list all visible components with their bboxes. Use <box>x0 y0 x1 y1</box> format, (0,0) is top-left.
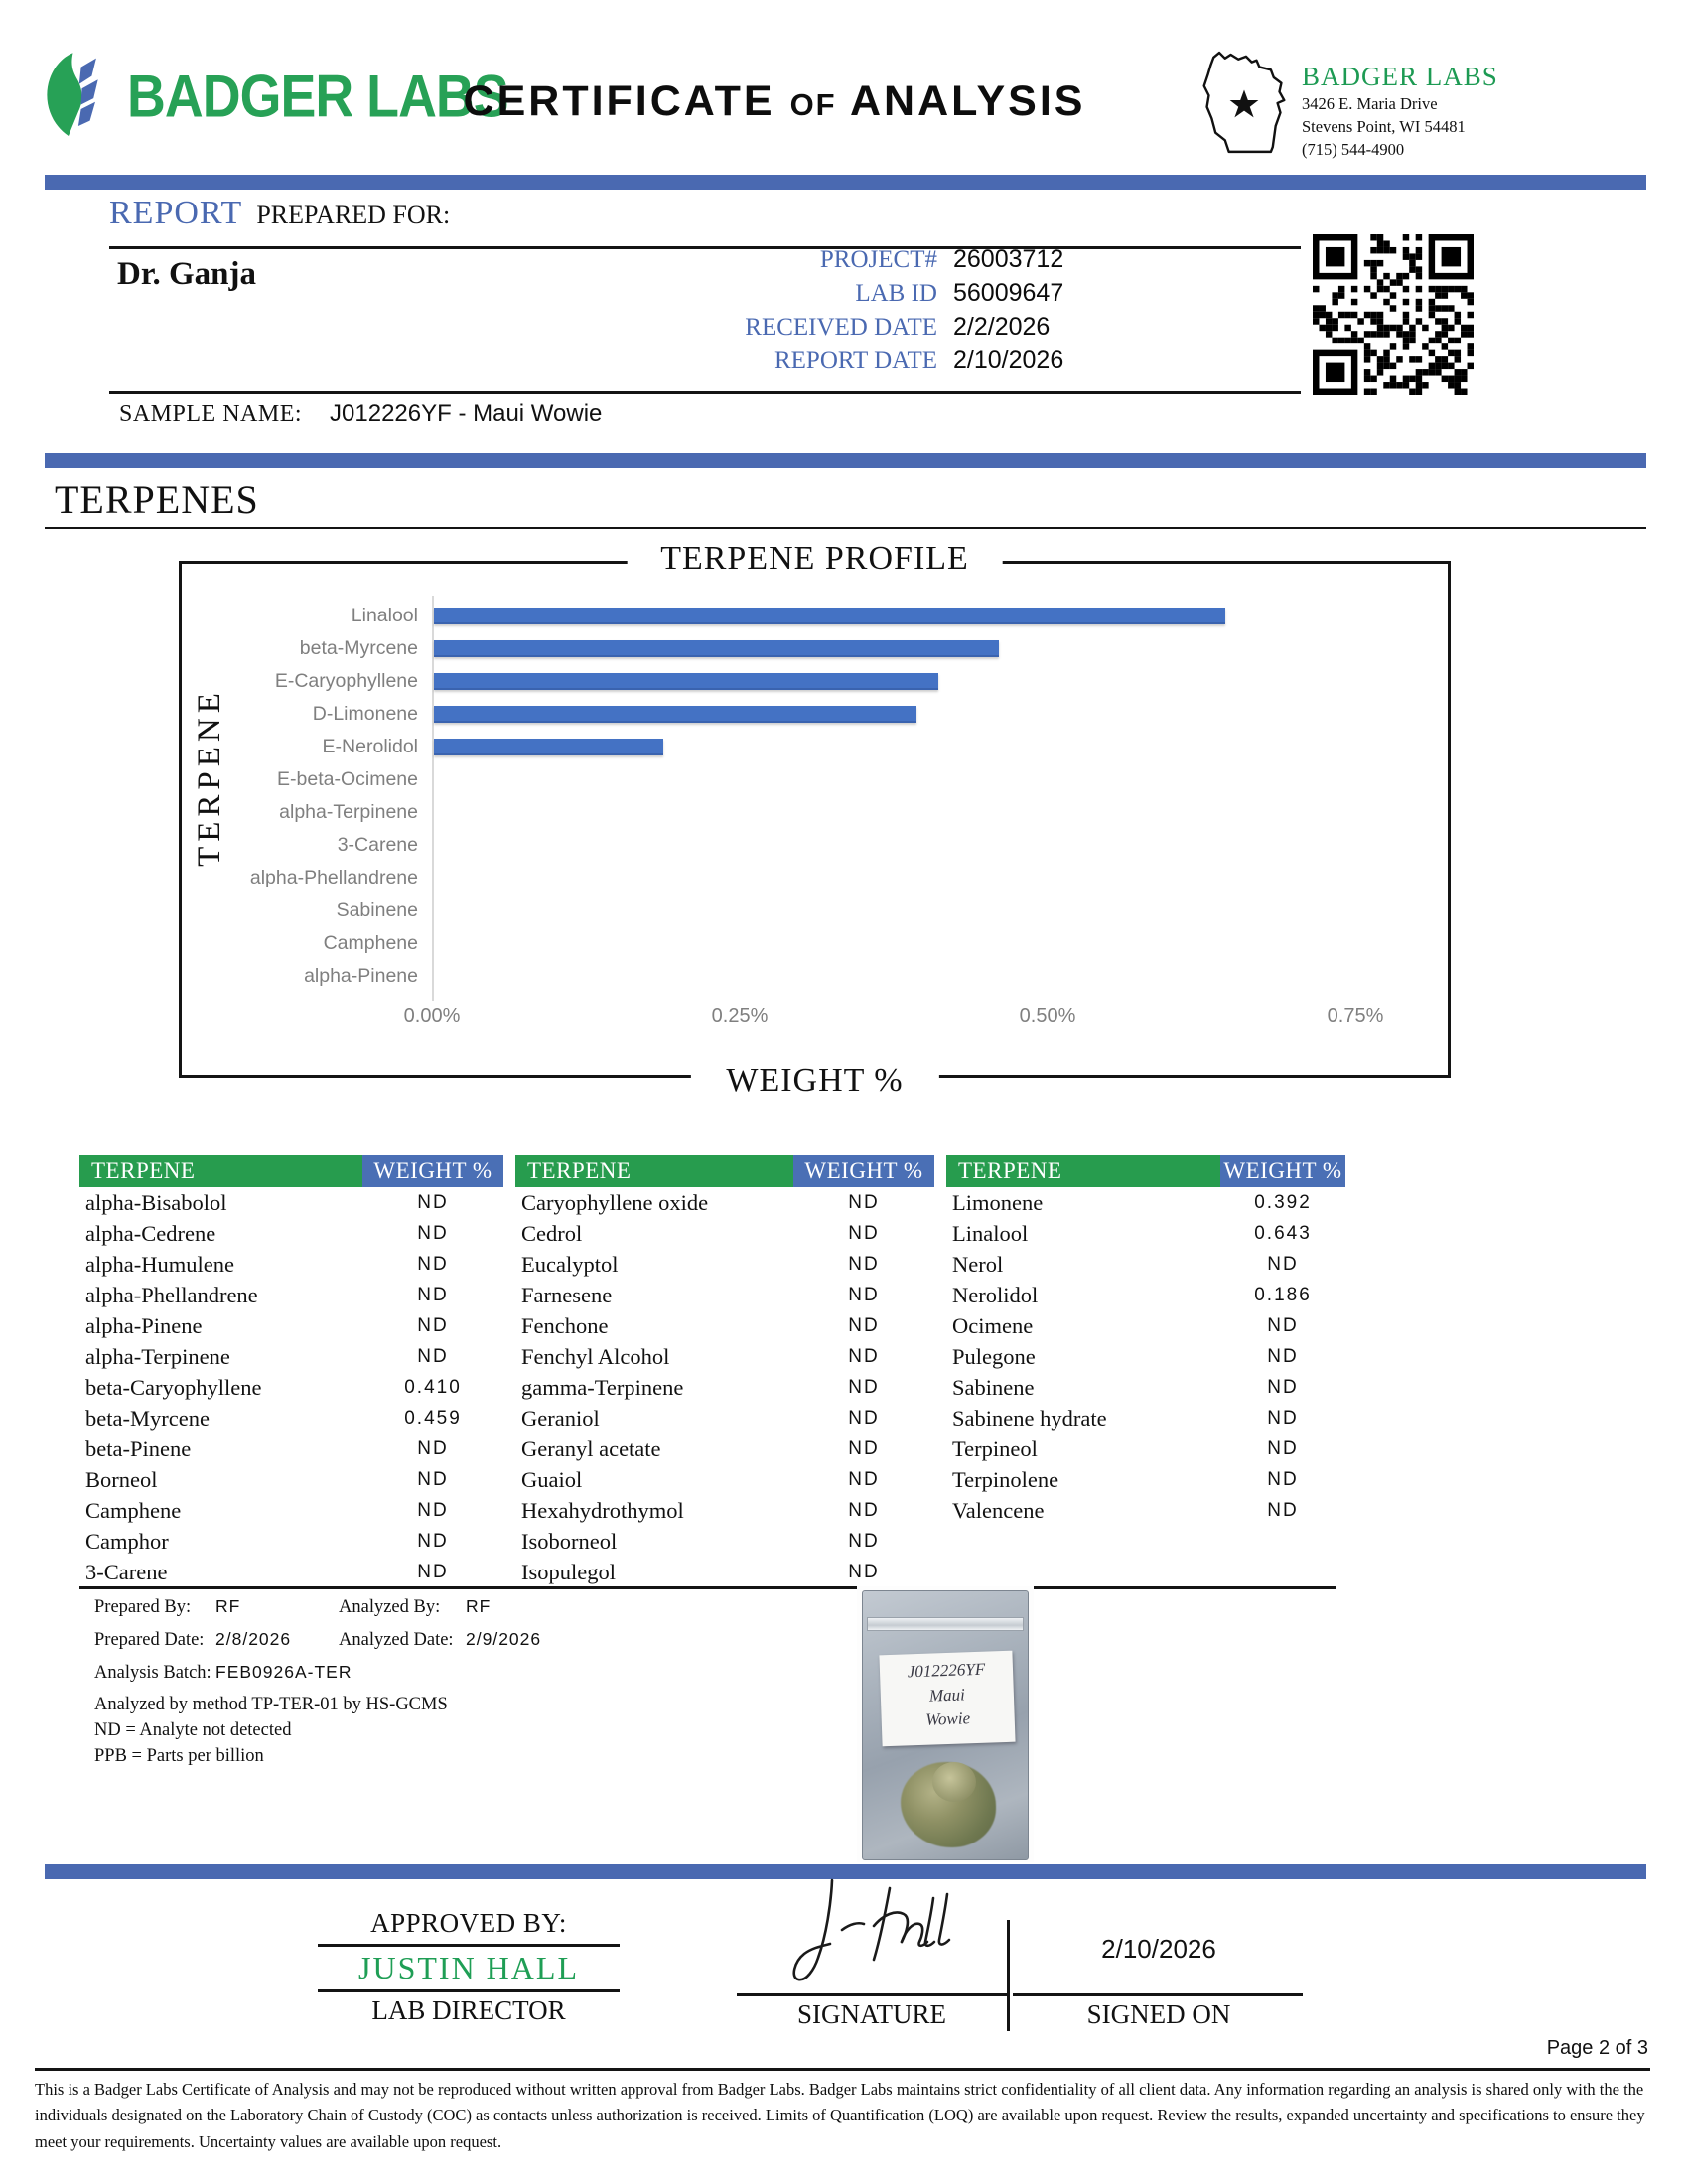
table-terpene-name: Eucalyptol <box>521 1251 619 1277</box>
chart-category-label: Camphene <box>323 932 418 954</box>
chart-row <box>182 927 1442 960</box>
table-weight-value: ND <box>1267 1253 1299 1275</box>
table-terpene-name: Pulegone <box>952 1343 1036 1369</box>
signed-on-date: 2/10/2026 <box>1101 1934 1216 1964</box>
chart-category-label: E-beta-Ocimene <box>277 768 418 790</box>
lab-address-line2: Stevens Point, WI 54481 <box>1302 117 1466 137</box>
lab-phone: (715) 544-4900 <box>1302 140 1405 160</box>
analyzed-date-value: 2/9/2026 <box>466 1629 542 1649</box>
chart-bar <box>434 739 663 755</box>
table-gap <box>934 1187 946 1218</box>
chart-y-axis-label: TERPENE <box>192 688 227 867</box>
table-gap <box>934 1310 946 1341</box>
qr-code <box>1313 234 1474 395</box>
leaf-logo-icon <box>42 52 113 139</box>
disclaimer-text: This is a Badger Labs Certificate of Analysis and may not be reproduced without written approval from Badger Labs. Badger Labs maintains strict confidentiality of all client data. Any information regarding an analysis is shared only with the the individuals designated on the Laboratory Chain of Custody (COC) as contacts unless authorization is received. Limits of Quantification (LOQ) are available upon request. Review the results, expanded uncertainty and specifications to ensure they meet your requirements. Uncertainty values are available upon request. <box>35 2080 1645 2151</box>
section-title: TERPENES <box>55 478 259 522</box>
footer-rule <box>35 2068 1650 2071</box>
table-weight-value: ND <box>848 1530 880 1552</box>
table-terpene-name: Fenchone <box>521 1312 609 1338</box>
report-field-label: REPORT DATE <box>774 347 937 374</box>
table-gap <box>934 1341 946 1372</box>
rule-above-sample <box>109 391 1301 394</box>
report-field-label: LAB ID <box>855 280 937 307</box>
chart-x-tick: 0.50% <box>1019 1005 1076 1026</box>
chart-category-label: alpha-Pinene <box>304 965 418 987</box>
table-terpene-name: alpha-Phellandrene <box>85 1282 258 1307</box>
signature-icon <box>774 1874 1003 1993</box>
table-weight-value: ND <box>417 1284 449 1305</box>
table-gap <box>934 1280 946 1310</box>
table-gap <box>934 1495 946 1526</box>
report-field-value: 2/2/2026 <box>953 313 1051 341</box>
table-terpene-name: Limonene <box>952 1189 1044 1215</box>
approver-title: LAB DIRECTOR <box>371 1995 566 2025</box>
table-header-weight: WEIGHT % <box>793 1155 934 1187</box>
bag-zip-seal <box>867 1617 1024 1631</box>
report-field-row <box>635 313 1102 346</box>
report-field-row <box>635 279 1102 313</box>
table-gap <box>503 1464 515 1495</box>
table-weight-value: ND <box>1267 1499 1299 1521</box>
terpene-results-table <box>79 1155 1345 1587</box>
table-terpene-name: Valencene <box>952 1497 1045 1523</box>
lab-name: BADGER LABS <box>1302 62 1498 91</box>
chart-bar <box>434 673 938 690</box>
table-weight-value: ND <box>1267 1468 1299 1490</box>
table-terpene-name: Camphene <box>85 1497 182 1523</box>
table-header-weight: WEIGHT % <box>362 1155 503 1187</box>
prepared-date-label: Prepared Date: <box>94 1630 205 1650</box>
table-gap <box>934 1557 946 1587</box>
method-note: Analyzed by method TP-TER-01 by HS-GCMS <box>94 1695 448 1714</box>
terpene-profile-chart <box>179 540 1451 1099</box>
table-terpene-name: beta-Caryophyllene <box>85 1374 262 1400</box>
table-terpene-name: Linalool <box>952 1220 1029 1246</box>
report-field-row <box>635 245 1102 279</box>
table-gap <box>503 1403 515 1433</box>
table-terpene-name: Isoborneol <box>521 1528 618 1554</box>
table-header-terpene: TERPENE <box>515 1155 793 1187</box>
table-weight-value: ND <box>848 1253 880 1275</box>
logo-wordmark: BADGER LABS <box>127 61 508 130</box>
table-gap <box>503 1249 515 1280</box>
table-terpene-name: beta-Myrcene <box>85 1405 210 1431</box>
table-gap <box>934 1433 946 1464</box>
signed-on-rule <box>1013 1993 1303 1996</box>
chart-category-label: beta-Myrcene <box>299 637 418 659</box>
analyzed-by-label: Analyzed By: <box>339 1597 441 1617</box>
analyzed-by-value: RF <box>466 1596 492 1616</box>
rule-under-section-title <box>45 527 1646 529</box>
report-field-value: 26003712 <box>953 245 1064 273</box>
table-terpene-name: 3-Carene <box>85 1559 168 1584</box>
table-gap <box>503 1155 515 1187</box>
table-gap <box>503 1557 515 1587</box>
analysis-notes <box>94 1596 541 1772</box>
chart-bars-area <box>182 600 1442 993</box>
table-weight-value: ND <box>848 1437 880 1459</box>
table-terpene-name: Terpineol <box>952 1435 1038 1461</box>
table-terpene-name: Fenchyl Alcohol <box>521 1343 670 1369</box>
table-weight-value: ND <box>848 1561 880 1582</box>
table-weight-value: ND <box>417 1191 449 1213</box>
table-weight-value: 0.459 <box>404 1407 462 1429</box>
table-gap <box>934 1218 946 1249</box>
signed-on-label: SIGNED ON <box>1086 1999 1231 2029</box>
table-weight-value: ND <box>417 1222 449 1244</box>
table-terpene-name: Camphor <box>85 1528 169 1554</box>
report-field-value: 56009647 <box>953 279 1064 307</box>
table-weight-value: 0.186 <box>1254 1284 1312 1305</box>
table-weight-value: ND <box>848 1191 880 1213</box>
chart-x-tick: 0.25% <box>711 1005 769 1026</box>
table-terpene-name: alpha-Cedrene <box>85 1220 216 1246</box>
table-terpene-name: Guaiol <box>521 1466 583 1492</box>
table-terpene-name: alpha-Pinene <box>85 1312 203 1338</box>
ppb-note: PPB = Parts per billion <box>94 1746 264 1766</box>
table-weight-value: ND <box>848 1284 880 1305</box>
chart-bar <box>434 640 999 657</box>
chart-bar <box>434 706 916 723</box>
table-weight-value: 0.392 <box>1254 1191 1312 1213</box>
chart-row <box>182 600 1442 632</box>
table-weight-value: ND <box>848 1468 880 1490</box>
chart-x-axis-label: WEIGHT % <box>690 1062 938 1100</box>
table-weight-value: ND <box>417 1253 449 1275</box>
table-terpene-name: Ocimene <box>952 1312 1034 1338</box>
report-field-label: RECEIVED DATE <box>745 314 937 341</box>
report-fields <box>635 245 1102 380</box>
chart-x-tick: 0.75% <box>1327 1005 1384 1026</box>
chart-category-label: alpha-Phellandrene <box>249 867 418 888</box>
chart-bar <box>434 608 1225 624</box>
chart-row <box>182 632 1442 665</box>
table-weight-value <box>1220 1557 1345 1587</box>
table-gap <box>934 1155 946 1187</box>
table-terpene-name: Sabinene hydrate <box>952 1405 1107 1431</box>
divider-bar-top <box>45 175 1646 190</box>
client-name: Dr. Ganja <box>117 256 256 292</box>
sample-bag <box>862 1590 1029 1860</box>
table-terpene-name: Geraniol <box>521 1405 600 1431</box>
table-header-terpene: TERPENE <box>946 1155 1220 1187</box>
table-weight-value: ND <box>848 1345 880 1367</box>
chart-x-tick: 0.00% <box>403 1005 461 1026</box>
table-weight-value: ND <box>1267 1437 1299 1459</box>
approver-rule <box>318 1989 620 1992</box>
table-terpene-name: alpha-Bisabolol <box>85 1189 227 1215</box>
table-gap <box>503 1433 515 1464</box>
table-weight-value: ND <box>417 1561 449 1582</box>
chart-row <box>182 731 1442 763</box>
chart-row <box>182 894 1442 927</box>
chart-row <box>182 698 1442 731</box>
table-weight-value: ND <box>417 1499 449 1521</box>
chart-row <box>182 829 1442 862</box>
table-weight-value: ND <box>1267 1345 1299 1367</box>
approver-name: JUSTIN HALL <box>358 1950 579 1985</box>
signature-label: SIGNATURE <box>796 1999 946 2029</box>
table-terpene-name: gamma-Terpinene <box>521 1374 684 1400</box>
table-terpene-name: Nerolidol <box>952 1282 1039 1307</box>
bag-handwritten-label: J012226YF Maui Wowie <box>879 1651 1015 1747</box>
table-terpene-name: Hexahydrothymol <box>521 1497 684 1523</box>
table-terpene-name <box>946 1526 1220 1557</box>
table-weight-value: ND <box>417 1437 449 1459</box>
analysis-batch-label: Analysis Batch: <box>94 1663 211 1683</box>
chart-category-label: E-Nerolidol <box>322 736 418 757</box>
table-weight-value: ND <box>1267 1314 1299 1336</box>
prepared-date-value: 2/8/2026 <box>215 1629 292 1649</box>
table-weight-value: 0.410 <box>404 1376 462 1398</box>
table-weight-value: ND <box>1267 1376 1299 1398</box>
prepared-by-value: RF <box>215 1596 241 1616</box>
rule-under-table <box>79 1586 1336 1589</box>
report-field-label: PROJECT# <box>819 246 937 273</box>
chart-category-label: alpha-Terpinene <box>279 801 418 823</box>
table-weight-value: ND <box>1267 1407 1299 1429</box>
table-header-weight: WEIGHT % <box>1220 1155 1345 1187</box>
report-label: REPORT <box>109 195 243 231</box>
table-terpene-name: alpha-Humulene <box>85 1251 234 1277</box>
table-weight-value: ND <box>848 1314 880 1336</box>
chart-category-label: Sabinene <box>336 899 418 921</box>
table-gap <box>934 1526 946 1557</box>
table-terpene-name: Cedrol <box>521 1220 583 1246</box>
signature-rule <box>737 1993 1007 1996</box>
chart-row <box>182 862 1442 894</box>
table-gap <box>503 1372 515 1403</box>
table-gap <box>503 1218 515 1249</box>
table-weight-value: ND <box>417 1345 449 1367</box>
table-gap <box>934 1464 946 1495</box>
table-gap <box>503 1526 515 1557</box>
table-weight-value: ND <box>848 1407 880 1429</box>
table-header-terpene: TERPENE <box>79 1155 362 1187</box>
table-weight-value: ND <box>848 1499 880 1521</box>
table-terpene-name: Nerol <box>952 1251 1004 1277</box>
table-gap <box>503 1310 515 1341</box>
table-gap <box>934 1249 946 1280</box>
table-gap <box>934 1403 946 1433</box>
wisconsin-map-icon <box>1196 48 1292 155</box>
sample-name-label: SAMPLE NAME: <box>119 401 303 427</box>
table-terpene-name: Borneol <box>85 1466 158 1492</box>
approved-by-rule <box>318 1944 620 1947</box>
table-terpene-name: Isopulegol <box>521 1559 616 1584</box>
table-terpene-name: Caryophyllene oxide <box>521 1189 709 1215</box>
table-gap <box>503 1187 515 1218</box>
divider-bar-terpenes <box>45 453 1646 468</box>
chart-category-label: Linalool <box>351 605 418 626</box>
prepared-for-label: PREPARED FOR: <box>256 201 451 229</box>
sample-photo <box>857 1586 1034 1862</box>
table-weight-value <box>1220 1526 1345 1557</box>
table-terpene-name <box>946 1557 1220 1587</box>
table-gap <box>503 1280 515 1310</box>
table-gap <box>503 1495 515 1526</box>
table-terpene-name: Farnesene <box>521 1282 613 1307</box>
approved-by-label: APPROVED BY: <box>370 1908 567 1938</box>
prepared-by-label: Prepared By: <box>94 1597 192 1617</box>
table-gap <box>503 1341 515 1372</box>
approval-vertical-divider <box>1007 1920 1010 2031</box>
chart-category-label: 3-Carene <box>337 834 418 856</box>
table-terpene-name: Sabinene <box>952 1374 1035 1400</box>
chart-category-label: E-Caryophyllene <box>274 670 418 692</box>
certificate-title: CERTIFICATE OF ANALYSIS <box>463 77 1086 125</box>
table-weight-value: ND <box>848 1222 880 1244</box>
lab-address-line1: 3426 E. Maria Drive <box>1302 94 1438 113</box>
nd-note: ND = Analyte not detected <box>94 1720 292 1740</box>
lab-address-block <box>1196 48 1498 161</box>
chart-row <box>182 960 1442 993</box>
chart-title: TERPENE PROFILE <box>627 540 1003 578</box>
chart-row <box>182 665 1442 698</box>
page-number: Page 2 of 3 <box>1546 2037 1648 2059</box>
table-terpene-name: Geranyl acetate <box>521 1435 661 1461</box>
table-terpene-name: Terpinolene <box>952 1466 1059 1492</box>
chart-category-label: D-Limonene <box>312 703 418 725</box>
chart-row <box>182 763 1442 796</box>
table-weight-value: ND <box>417 1530 449 1552</box>
report-prepared-for <box>109 195 450 232</box>
table-weight-value: ND <box>848 1376 880 1398</box>
sample-name-row <box>119 400 602 428</box>
report-field-row <box>635 346 1102 380</box>
table-weight-value: ND <box>417 1314 449 1336</box>
chart-row <box>182 796 1442 829</box>
analysis-batch-value: FEB0926A-TER <box>215 1662 352 1682</box>
table-weight-value: 0.643 <box>1254 1222 1312 1244</box>
analyzed-date-label: Analyzed Date: <box>339 1630 454 1650</box>
sample-name-value: J012226YF - Maui Wowie <box>330 400 603 427</box>
table-terpene-name: alpha-Terpinene <box>85 1343 230 1369</box>
table-terpene-name: beta-Pinene <box>85 1435 192 1461</box>
table-weight-value: ND <box>417 1468 449 1490</box>
report-field-value: 2/10/2026 <box>953 346 1064 374</box>
table-gap <box>934 1372 946 1403</box>
